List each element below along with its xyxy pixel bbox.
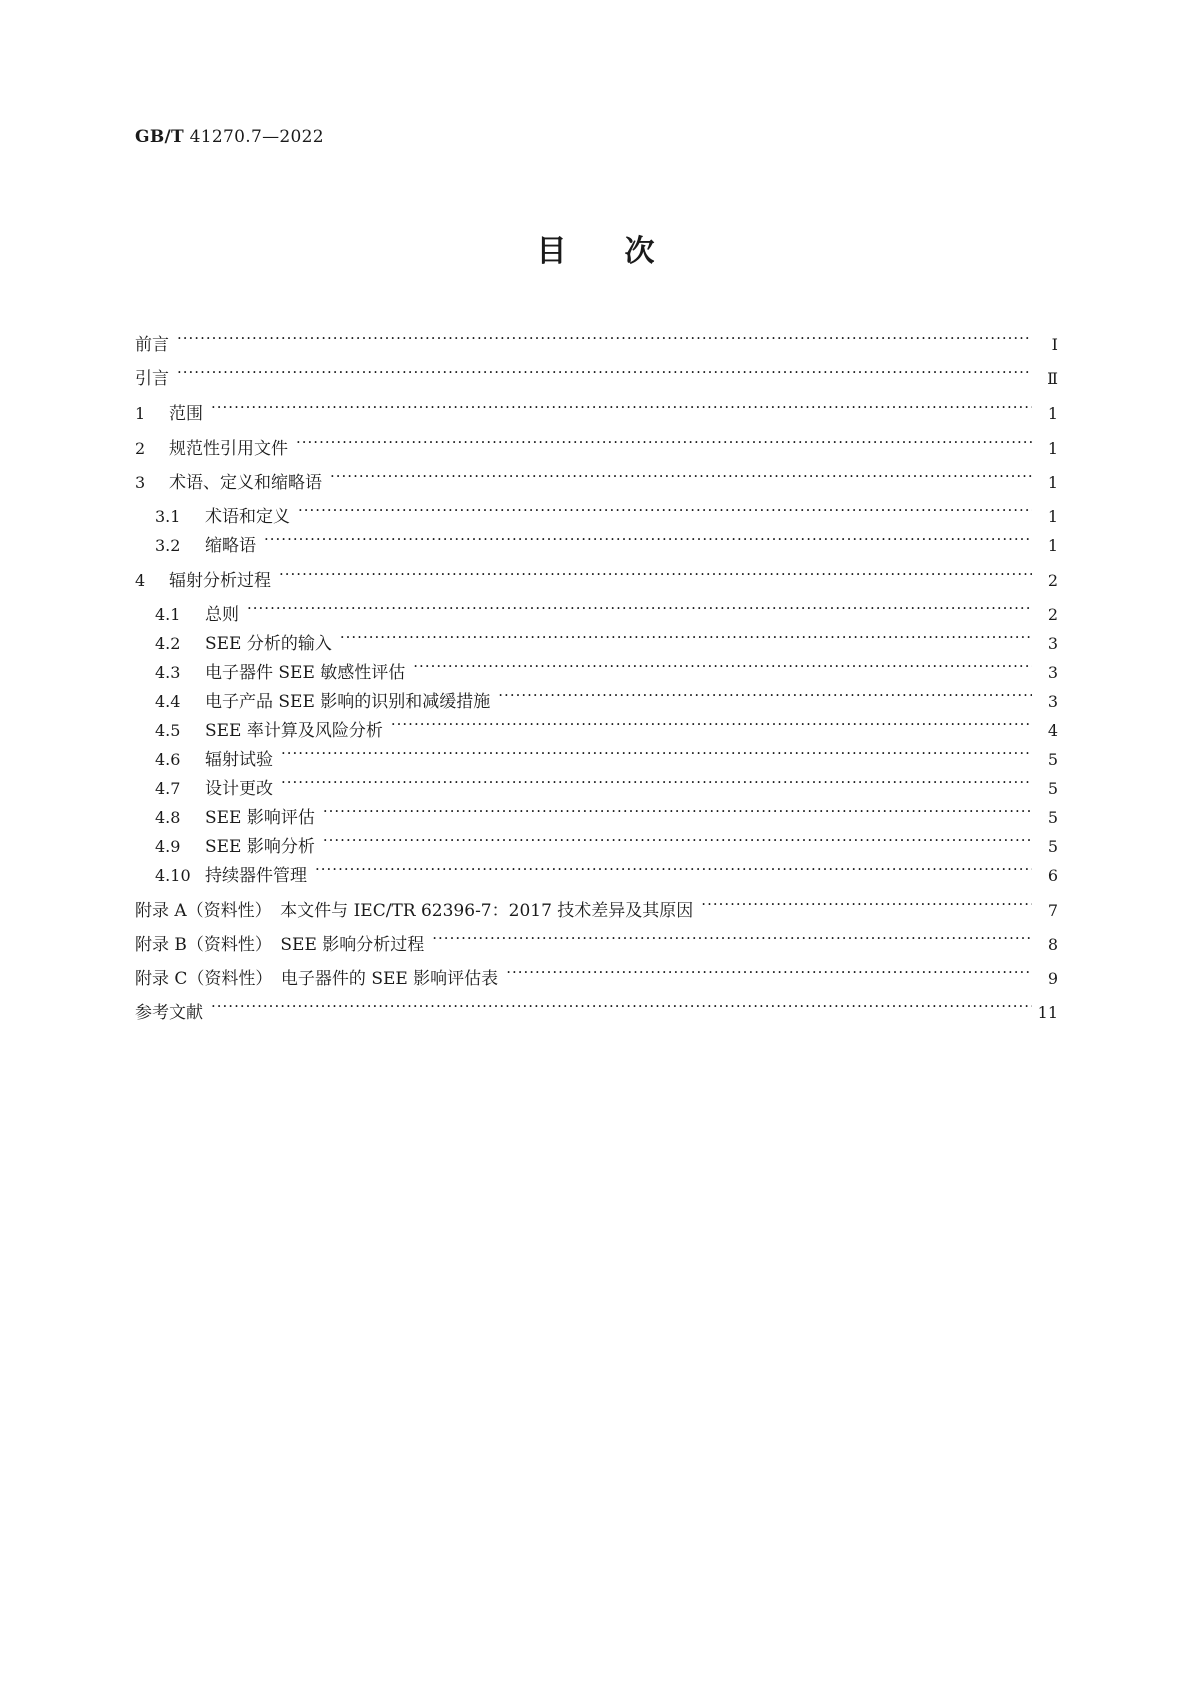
toc-entry-page: 6 bbox=[1047, 866, 1058, 885]
toc-entry-number: 4.9 bbox=[155, 837, 181, 856]
toc-entry-page: 5 bbox=[1047, 837, 1058, 856]
toc-entry-page: 3 bbox=[1047, 634, 1058, 653]
toc-entry-number: 4.6 bbox=[155, 750, 181, 769]
toc-leader-dots bbox=[173, 326, 1032, 350]
toc-entry-page: 1 bbox=[1047, 473, 1058, 492]
toc-entry-label: 引言 bbox=[135, 369, 169, 389]
toc-entry-4-3[interactable] bbox=[155, 654, 1058, 685]
toc-entry-1[interactable] bbox=[135, 395, 1058, 426]
toc-leader-dots bbox=[243, 596, 1032, 620]
toc-leader-dots bbox=[319, 799, 1032, 823]
toc-entry-label: 电子产品 SEE 影响的识别和减缓措施 bbox=[205, 692, 491, 712]
toc-leader-dots bbox=[173, 360, 1032, 384]
toc-entry-page: 3 bbox=[1047, 692, 1058, 711]
toc-entry-4-10[interactable] bbox=[155, 857, 1058, 888]
toc-entry-4-2[interactable] bbox=[155, 625, 1058, 656]
toc-leader-dots bbox=[697, 892, 1032, 916]
toc-entry-4-5[interactable] bbox=[155, 712, 1058, 743]
toc-leader-dots bbox=[275, 562, 1032, 586]
toc-entry-number: 2 bbox=[135, 439, 146, 458]
toc-leader-dots bbox=[292, 430, 1032, 454]
toc-entry-label: SEE 影响评估 bbox=[205, 808, 315, 828]
toc-entry-page: 1 bbox=[1047, 404, 1058, 423]
toc-entry-label: 术语、定义和缩略语 bbox=[169, 473, 322, 493]
toc-leader-dots bbox=[409, 654, 1032, 678]
toc-entry-number: 4.3 bbox=[155, 663, 181, 682]
toc-entry-page: 7 bbox=[1047, 901, 1058, 920]
toc-entry-label: 辐射试验 bbox=[205, 750, 273, 770]
toc-entry-number: 4.7 bbox=[155, 779, 181, 798]
toc-entry-annex-b[interactable] bbox=[135, 926, 1058, 957]
toc-entry-4-4[interactable] bbox=[155, 683, 1058, 714]
toc-entry-label: 电子器件 SEE 敏感性评估 bbox=[205, 663, 406, 683]
toc-entry-label: 缩略语 bbox=[205, 536, 256, 556]
toc-entry-page: 3 bbox=[1047, 663, 1058, 682]
toc-entry-4-9[interactable] bbox=[155, 828, 1058, 859]
toc-leader-dots bbox=[326, 464, 1032, 488]
toc-leader-dots bbox=[428, 926, 1032, 950]
toc-entry-label: 辐射分析过程 bbox=[169, 571, 271, 591]
toc-leader-dots bbox=[277, 770, 1032, 794]
standard-number: 41270.7—2022 bbox=[189, 127, 324, 147]
toc-entry-number: 4.8 bbox=[155, 808, 181, 827]
toc-entry-number: 3.1 bbox=[155, 507, 181, 526]
toc-entry-number: 4.5 bbox=[155, 721, 181, 740]
toc-leader-dots bbox=[319, 828, 1032, 852]
toc-leader-dots bbox=[294, 498, 1032, 522]
toc-leader-dots bbox=[336, 625, 1032, 649]
toc-entry-page: 5 bbox=[1047, 779, 1058, 798]
toc-entry-4-1[interactable] bbox=[155, 596, 1058, 627]
toc-entry-3[interactable] bbox=[135, 464, 1058, 495]
toc-leader-dots bbox=[277, 741, 1032, 765]
toc-entry-label: 规范性引用文件 bbox=[169, 439, 288, 459]
toc-entry-3-2[interactable] bbox=[155, 527, 1058, 558]
toc-entry-annex-c[interactable] bbox=[135, 960, 1058, 991]
toc-entry-label: 附录 B（资料性） SEE 影响分析过程 bbox=[135, 935, 425, 955]
toc-entry-page: Ⅱ bbox=[1047, 369, 1058, 388]
toc-entry-label: 持续器件管理 bbox=[205, 866, 307, 886]
toc-entry-label: SEE 分析的输入 bbox=[205, 634, 332, 654]
toc-entry-page: 1 bbox=[1047, 439, 1058, 458]
toc-entry-page: 4 bbox=[1047, 721, 1058, 740]
toc-entry-number: 4.2 bbox=[155, 634, 181, 653]
toc-entry-4[interactable] bbox=[135, 562, 1058, 593]
toc-entry-label: 附录 C（资料性） 电子器件的 SEE 影响评估表 bbox=[135, 969, 499, 989]
toc-leader-dots bbox=[502, 960, 1032, 984]
toc-leader-dots bbox=[207, 994, 1032, 1018]
toc-entry-introduction[interactable] bbox=[135, 360, 1058, 391]
toc-entry-4-7[interactable] bbox=[155, 770, 1058, 801]
toc-entry-number: 3.2 bbox=[155, 536, 181, 555]
toc-entry-page: 5 bbox=[1047, 808, 1058, 827]
toc-entry-3-1[interactable] bbox=[155, 498, 1058, 529]
toc-entry-4-8[interactable] bbox=[155, 799, 1058, 830]
toc-entry-label: 总则 bbox=[205, 605, 239, 625]
standard-code bbox=[135, 127, 324, 147]
toc-entry-number: 4.1 bbox=[155, 605, 181, 624]
toc-entry-label: SEE 影响分析 bbox=[205, 837, 315, 857]
toc-leader-dots bbox=[494, 683, 1032, 707]
toc-entry-label: 术语和定义 bbox=[205, 507, 290, 527]
toc-leader-dots bbox=[260, 527, 1032, 551]
toc-entry-number: 4 bbox=[135, 571, 146, 590]
toc-entry-page: Ⅰ bbox=[1051, 335, 1058, 354]
toc-entry-foreword[interactable] bbox=[135, 326, 1058, 357]
toc-title: 目次 bbox=[536, 234, 713, 269]
toc-entry-4-6[interactable] bbox=[155, 741, 1058, 772]
toc-entry-number: 4.4 bbox=[155, 692, 181, 711]
toc-leader-dots bbox=[207, 395, 1032, 419]
toc-entry-page: 2 bbox=[1047, 571, 1058, 590]
toc-entry-page: 8 bbox=[1047, 935, 1058, 954]
toc-entry-bibliography[interactable] bbox=[135, 994, 1058, 1025]
toc-leader-dots bbox=[311, 857, 1032, 881]
toc-entry-annex-a[interactable] bbox=[135, 892, 1058, 923]
toc-entry-label: 设计更改 bbox=[205, 779, 273, 799]
toc-entry-label: 前言 bbox=[135, 335, 169, 355]
toc-entry-number: 1 bbox=[135, 404, 146, 423]
toc-entry-label: 参考文献 bbox=[135, 1003, 203, 1023]
toc-entry-2[interactable] bbox=[135, 430, 1058, 461]
toc-leader-dots bbox=[387, 712, 1032, 736]
toc-entry-number: 3 bbox=[135, 473, 146, 492]
toc-entry-label: SEE 率计算及风险分析 bbox=[205, 721, 383, 741]
toc-entry-label: 范围 bbox=[169, 404, 203, 424]
toc-entry-number: 4.10 bbox=[155, 866, 191, 885]
toc-entry-page: 2 bbox=[1047, 605, 1058, 624]
toc-entry-page: 5 bbox=[1047, 750, 1058, 769]
toc-entry-page: 11 bbox=[1037, 1003, 1058, 1022]
toc-entry-label: 附录 A（资料性） 本文件与 IEC/TR 62396-7：2017 技术差异及其原因 bbox=[135, 901, 694, 921]
toc-entry-page: 1 bbox=[1047, 507, 1058, 526]
toc-entry-page: 9 bbox=[1047, 969, 1058, 988]
standard-prefix: GB/T bbox=[135, 127, 184, 147]
toc-entry-page: 1 bbox=[1047, 536, 1058, 555]
